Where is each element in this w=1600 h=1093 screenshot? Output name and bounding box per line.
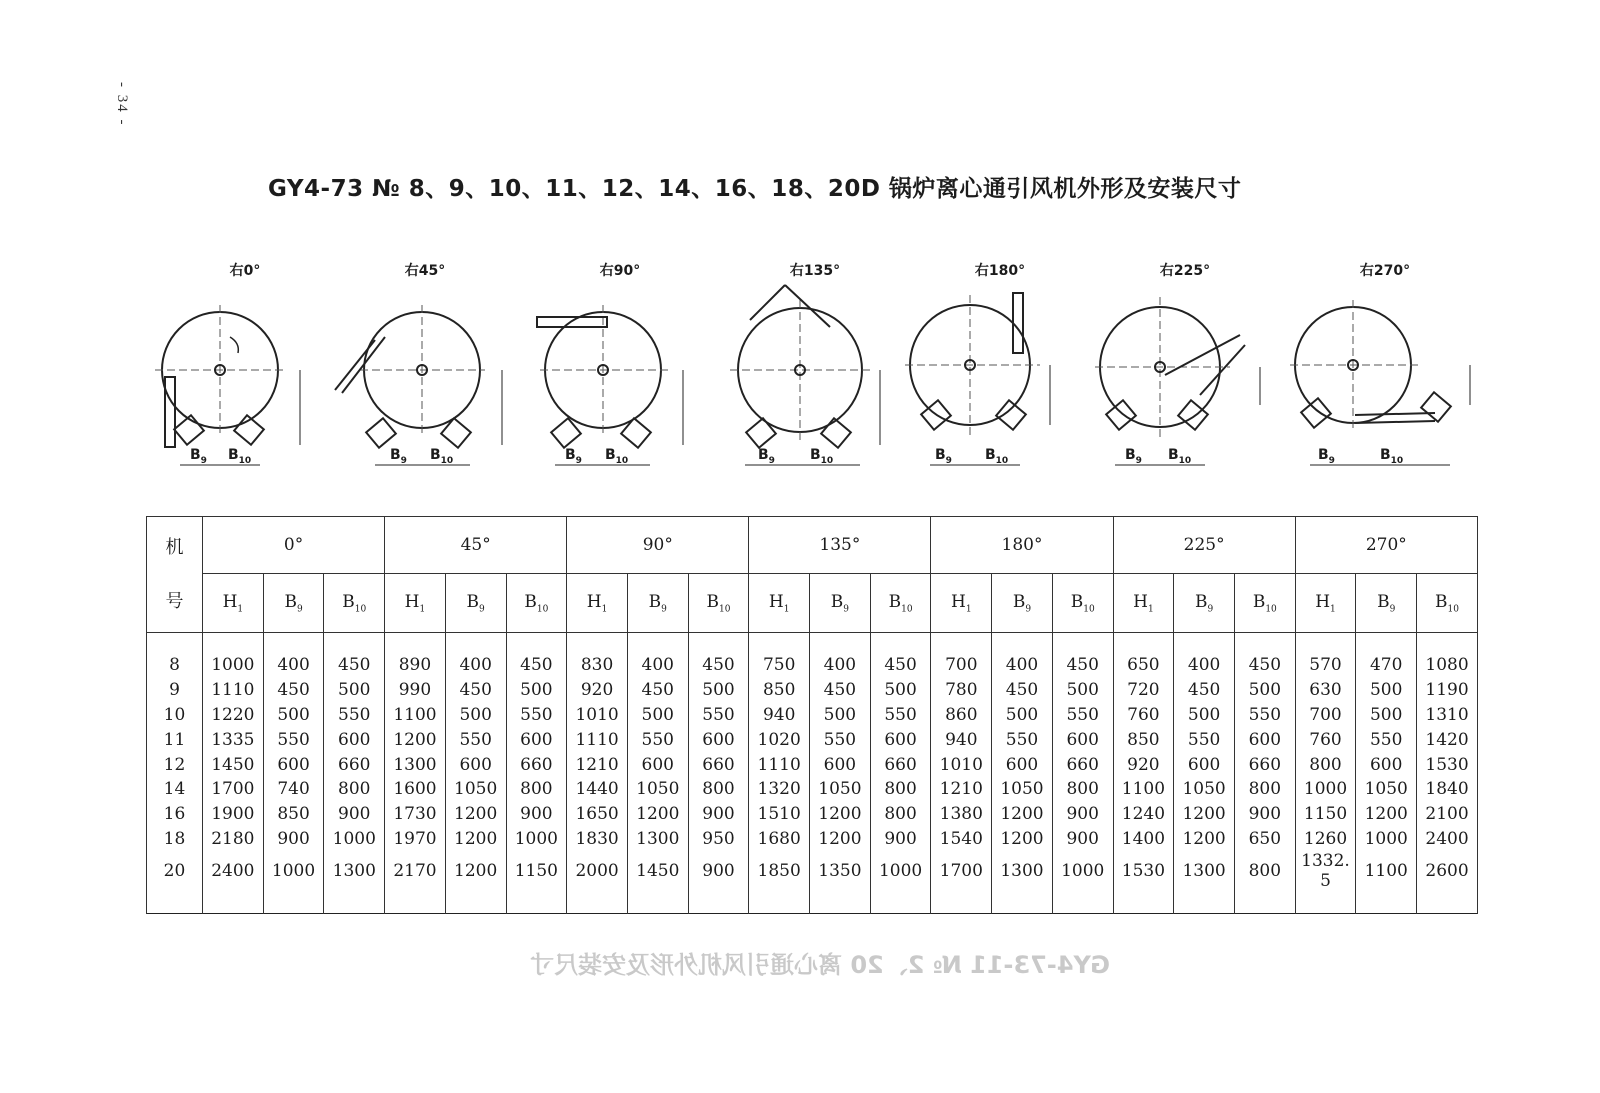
table-cell: 800 [1234, 777, 1295, 802]
b10-label: B [605, 447, 616, 463]
table-cell: 660 [688, 752, 749, 777]
table-cell: 800 [324, 777, 385, 802]
table-cell: 600 [324, 727, 385, 752]
table-row [147, 727, 1478, 752]
table-cell: 2400 [203, 851, 264, 914]
dimension-header: $H_1$ [567, 574, 628, 633]
dimension-header: $H_1$ [931, 574, 992, 633]
table-cell: 600 [992, 752, 1053, 777]
table-cell: 1840 [1417, 777, 1478, 802]
table-cell: 1050 [627, 777, 688, 802]
table-cell: 1335 [203, 727, 264, 752]
table-cell: 650 [1113, 633, 1174, 678]
table-cell: 1000 [870, 851, 931, 914]
table-cell: 1830 [567, 827, 628, 852]
table-cell: 1540 [931, 827, 992, 852]
table-cell: 1010 [567, 703, 628, 728]
table-cell: 1300 [1174, 851, 1235, 914]
table-cell: 600 [1174, 752, 1235, 777]
table-cell: 1190 [1417, 678, 1478, 703]
table-row [147, 802, 1478, 827]
table-cell: 400 [445, 633, 506, 678]
fan-outline-45 [330, 255, 520, 485]
table-cell: 450 [688, 633, 749, 678]
dimension-header: $B_9$ [992, 574, 1053, 633]
dimension-header: $B_{10}$ [688, 574, 749, 633]
table-cell: 500 [688, 678, 749, 703]
table-cell: 1020 [749, 727, 810, 752]
table-cell: 650 [1234, 827, 1295, 852]
table-cell: 400 [263, 633, 324, 678]
table-cell: 800 [506, 777, 567, 802]
b9-label: B [390, 447, 401, 463]
table-cell: 1000 [1052, 851, 1113, 914]
table-cell: 500 [1174, 703, 1235, 728]
table-cell: 1110 [567, 727, 628, 752]
table-cell: 600 [1356, 752, 1417, 777]
diagram-right-180: 右180° $B_9$ $B_{10}$ [905, 255, 1095, 485]
dimension-header: $H_1$ [203, 574, 264, 633]
table-cell: 780 [931, 678, 992, 703]
b9-label: B [1318, 447, 1329, 463]
table-cell: 500 [324, 678, 385, 703]
dimension-header: $H_1$ [1295, 574, 1356, 633]
table-cell: 550 [688, 703, 749, 728]
fan-number-cell: 12 [147, 752, 203, 777]
diagram-right-90: 右90° $B_9$ $B_{10}$ [525, 255, 715, 485]
table-cell: 1210 [931, 777, 992, 802]
table-cell: 900 [688, 802, 749, 827]
table-cell: 1200 [1356, 802, 1417, 827]
table-cell: 1320 [749, 777, 810, 802]
table-cell: 1680 [749, 827, 810, 852]
table-cell: 1110 [203, 678, 264, 703]
table-cell: 900 [1052, 827, 1113, 852]
table-cell: 550 [1052, 703, 1113, 728]
table-cell: 2400 [1417, 827, 1478, 852]
table-cell: 1300 [992, 851, 1053, 914]
table-cell: 850 [1113, 727, 1174, 752]
table-cell: 740 [263, 777, 324, 802]
table-cell: 900 [870, 827, 931, 852]
table-cell: 550 [445, 727, 506, 752]
fan-number-cell: 18 [147, 827, 203, 852]
angle-group-header: 135° [749, 517, 931, 574]
table-cell: 800 [870, 777, 931, 802]
table-cell: 1110 [749, 752, 810, 777]
table-cell: 1000 [506, 827, 567, 852]
table-cell: 1050 [810, 777, 871, 802]
dimension-header: $B_{10}$ [870, 574, 931, 633]
table-cell: 700 [1295, 703, 1356, 728]
table-cell: 550 [1234, 703, 1295, 728]
table-row [147, 703, 1478, 728]
page-number: - 34 - [114, 82, 130, 127]
table-cell: 1200 [1174, 827, 1235, 852]
table-cell: 1200 [992, 827, 1053, 852]
dimension-header: $B_9$ [263, 574, 324, 633]
table-cell: 660 [1234, 752, 1295, 777]
table-cell: 600 [263, 752, 324, 777]
table-cell: 500 [1356, 678, 1417, 703]
b9-label: B [190, 447, 201, 463]
table-cell: 800 [870, 802, 931, 827]
table-cell: 470 [1356, 633, 1417, 678]
table-cell: 660 [870, 752, 931, 777]
row-header: 机 号 [147, 517, 203, 633]
table-cell: 450 [445, 678, 506, 703]
diagram-label: 右0° [229, 263, 261, 279]
table-cell: 900 [263, 827, 324, 852]
table-cell: 500 [1052, 678, 1113, 703]
table-cell: 1150 [1295, 802, 1356, 827]
table-cell: 1000 [1295, 777, 1356, 802]
fan-number-cell: 8 [147, 633, 203, 678]
table-cell: 1700 [931, 851, 992, 914]
table-cell: 1220 [203, 703, 264, 728]
table-cell: 1530 [1113, 851, 1174, 914]
table-cell: 1380 [931, 802, 992, 827]
table-cell: 660 [324, 752, 385, 777]
dimension-header: $B_9$ [1174, 574, 1235, 633]
table-cell: 1700 [203, 777, 264, 802]
table-cell: 1240 [1113, 802, 1174, 827]
table-cell: 1200 [810, 802, 871, 827]
table-cell: 1200 [627, 802, 688, 827]
table-cell: 750 [749, 633, 810, 678]
table-cell: 550 [810, 727, 871, 752]
table-cell: 660 [506, 752, 567, 777]
table-cell: 1970 [385, 827, 446, 852]
b10-label: B [985, 447, 996, 463]
table-cell: 400 [1174, 633, 1235, 678]
table-cell: 600 [506, 727, 567, 752]
table-cell: 550 [627, 727, 688, 752]
table-cell: 450 [1052, 633, 1113, 678]
table-cell: 500 [263, 703, 324, 728]
table-cell: 1210 [567, 752, 628, 777]
table-cell: 1080 [1417, 633, 1478, 678]
table-cell: 1440 [567, 777, 628, 802]
table-cell: 550 [1174, 727, 1235, 752]
table-cell: 500 [992, 703, 1053, 728]
b9-label: B [1125, 447, 1136, 463]
table-cell: 1000 [203, 633, 264, 678]
table-row [147, 752, 1478, 777]
table-cell: 400 [810, 633, 871, 678]
b9-label: B [565, 447, 576, 463]
b9-label: B [758, 447, 769, 463]
table-body [147, 633, 1478, 914]
table-cell: 550 [1356, 727, 1417, 752]
diagram-right-270: 右270° $B_9$ $B_{10}$ [1285, 255, 1485, 485]
dimension-header: $B_9$ [1356, 574, 1417, 633]
dimension-header: $B_{10}$ [1052, 574, 1113, 633]
table-cell: 1450 [203, 752, 264, 777]
table-cell: 450 [506, 633, 567, 678]
diagram-right-225: 右225° $B_9$ $B_{10}$ [1090, 255, 1280, 485]
table-cell: 660 [1052, 752, 1113, 777]
dimension-header: $B_{10}$ [1234, 574, 1295, 633]
table-cell: 1310 [1417, 703, 1478, 728]
table-cell: 500 [870, 678, 931, 703]
table-cell: 850 [263, 802, 324, 827]
table-cell: 1300 [324, 851, 385, 914]
b10-label: B [1380, 447, 1391, 463]
table-cell: 1200 [445, 851, 506, 914]
table-cell: 1010 [931, 752, 992, 777]
table-cell: 990 [385, 678, 446, 703]
angle-group-header: 45° [385, 517, 567, 574]
angle-group-header: 270° [1295, 517, 1477, 574]
table-cell: 1000 [263, 851, 324, 914]
table-cell: 900 [324, 802, 385, 827]
table-cell: 1850 [749, 851, 810, 914]
table-cell: 1100 [1113, 777, 1174, 802]
table-cell: 1600 [385, 777, 446, 802]
table-row [147, 777, 1478, 802]
table-cell: 800 [1052, 777, 1113, 802]
table-cell: 1200 [385, 727, 446, 752]
table-cell: 720 [1113, 678, 1174, 703]
table-cell: 1650 [567, 802, 628, 827]
table-cell: 850 [749, 678, 810, 703]
table-cell: 940 [931, 727, 992, 752]
fan-number-cell: 14 [147, 777, 203, 802]
diagram-label: 右225° [1159, 263, 1211, 279]
dimension-header: $H_1$ [1113, 574, 1174, 633]
angle-group-header: 225° [1113, 517, 1295, 574]
table-cell: 550 [992, 727, 1053, 752]
table-cell: 1100 [1356, 851, 1417, 914]
b10-label: B [1168, 447, 1179, 463]
table-cell: 920 [567, 678, 628, 703]
dimension-header: $H_1$ [749, 574, 810, 633]
table-cell: 550 [263, 727, 324, 752]
table-cell: 550 [324, 703, 385, 728]
table-cell: 1730 [385, 802, 446, 827]
diagram-right-135: 右135° $B_9$ $B_{10}$ [720, 255, 910, 485]
angle-group-header: 180° [931, 517, 1113, 574]
table-cell: 600 [1234, 727, 1295, 752]
fan-number-cell: 16 [147, 802, 203, 827]
page-title: GY4-73 № 8、9、10、11、12、14、16、18、20D 锅炉离心通引风机外形及安装尺寸 [268, 176, 1242, 202]
table-cell: 830 [567, 633, 628, 678]
table-cell: 2600 [1417, 851, 1478, 914]
table-cell: 1450 [627, 851, 688, 914]
table-cell: 890 [385, 633, 446, 678]
table-cell: 1000 [1356, 827, 1417, 852]
angle-group-header: 90° [567, 517, 749, 574]
table-cell: 600 [810, 752, 871, 777]
table-cell: 450 [992, 678, 1053, 703]
b9-label: B [935, 447, 946, 463]
dimension-header: $H_1$ [385, 574, 446, 633]
table-cell: 450 [870, 633, 931, 678]
table-cell: 920 [1113, 752, 1174, 777]
dimension-table [146, 516, 1478, 914]
table-row [147, 851, 1478, 914]
b10-label: B [430, 447, 441, 463]
table-cell: 2100 [1417, 802, 1478, 827]
table-cell: 570 [1295, 633, 1356, 678]
table-cell: 630 [1295, 678, 1356, 703]
diagram-label: 右90° [599, 263, 641, 279]
table-cell: 500 [1356, 703, 1417, 728]
table-cell: 900 [506, 802, 567, 827]
fan-number-cell: 9 [147, 678, 203, 703]
fan-orientation-diagrams [150, 255, 1510, 485]
table-cell: 1050 [992, 777, 1053, 802]
table-cell: 600 [870, 727, 931, 752]
table-cell: 600 [1052, 727, 1113, 752]
dimension-header: $B_9$ [810, 574, 871, 633]
table-cell: 400 [992, 633, 1053, 678]
table-row [147, 633, 1478, 678]
table-cell: 900 [1052, 802, 1113, 827]
table-cell: 900 [688, 851, 749, 914]
table-cell: 550 [506, 703, 567, 728]
table-cell: 900 [1234, 802, 1295, 827]
fan-number-cell: 20 [147, 851, 203, 914]
table-cell: 1260 [1295, 827, 1356, 852]
table-cell: 1300 [627, 827, 688, 852]
table-cell: 700 [931, 633, 992, 678]
table-cell: 450 [810, 678, 871, 703]
diagram-label: 右180° [974, 263, 1026, 279]
fan-number-cell: 10 [147, 703, 203, 728]
table-cell: 2170 [385, 851, 446, 914]
table-cell: 1300 [385, 752, 446, 777]
table-cell: 1200 [1174, 802, 1235, 827]
table-cell: 800 [688, 777, 749, 802]
table-cell: 1900 [203, 802, 264, 827]
fan-number-cell: 11 [147, 727, 203, 752]
table-cell: 1050 [1174, 777, 1235, 802]
table-cell: 1200 [445, 827, 506, 852]
table-cell: 500 [506, 678, 567, 703]
table-cell: 600 [688, 727, 749, 752]
table-cell: 500 [627, 703, 688, 728]
table-cell: 760 [1113, 703, 1174, 728]
table-cell: 1200 [992, 802, 1053, 827]
dimension-header: $B_{10}$ [506, 574, 567, 633]
dimension-header: $B_{10}$ [1417, 574, 1478, 633]
table-cell: 2180 [203, 827, 264, 852]
table-cell: 450 [1174, 678, 1235, 703]
table-cell: 600 [627, 752, 688, 777]
table-cell: 1050 [445, 777, 506, 802]
table-cell: 1420 [1417, 727, 1478, 752]
table-cell: 1400 [1113, 827, 1174, 852]
diagram-right-0: 右0° $B_9$ $B_{10}$ [150, 255, 340, 485]
table-cell: 1000 [324, 827, 385, 852]
angle-group-header: 0° [203, 517, 385, 574]
table-cell: 450 [627, 678, 688, 703]
diagram-right-45: 右45° $B_9$ $B_{10}$ [330, 255, 520, 485]
b10-label: B [228, 447, 239, 463]
dimension-header: $B_9$ [445, 574, 506, 633]
table-cell: 1050 [1356, 777, 1417, 802]
table-cell: 450 [1234, 633, 1295, 678]
table-cell: 1332. 5 [1295, 851, 1356, 914]
table-cell: 500 [1234, 678, 1295, 703]
table-cell: 800 [1234, 851, 1295, 914]
table-cell: 500 [810, 703, 871, 728]
table-cell: 600 [445, 752, 506, 777]
table-cell: 450 [324, 633, 385, 678]
bleed-through-text: GY4-73-11 № 2、20 离心通引风机外形及安装尺寸 [530, 951, 1111, 979]
table-cell: 550 [870, 703, 931, 728]
table-cell: 940 [749, 703, 810, 728]
diagram-label: 右270° [1359, 263, 1411, 279]
table-cell: 1530 [1417, 752, 1478, 777]
table-cell: 1200 [810, 827, 871, 852]
table-cell: 860 [931, 703, 992, 728]
dimension-header: $B_9$ [627, 574, 688, 633]
table-cell: 800 [1295, 752, 1356, 777]
dimension-header-row [147, 574, 1478, 633]
table-cell: 400 [627, 633, 688, 678]
table-row [147, 678, 1478, 703]
table-cell: 1350 [810, 851, 871, 914]
table-cell: 1510 [749, 802, 810, 827]
table-cell: 1100 [385, 703, 446, 728]
table-cell: 500 [445, 703, 506, 728]
table-cell: 1200 [445, 802, 506, 827]
table-cell: 2000 [567, 851, 628, 914]
dimension-header: $B_{10}$ [324, 574, 385, 633]
table-cell: 760 [1295, 727, 1356, 752]
diagram-label: 右45° [404, 263, 446, 279]
table-cell: 950 [688, 827, 749, 852]
b10-label: B [810, 447, 821, 463]
angle-header-row [147, 517, 1478, 574]
diagram-label: 右135° [789, 263, 841, 279]
table-cell: 450 [263, 678, 324, 703]
table-cell: 1150 [506, 851, 567, 914]
table-row [147, 827, 1478, 852]
